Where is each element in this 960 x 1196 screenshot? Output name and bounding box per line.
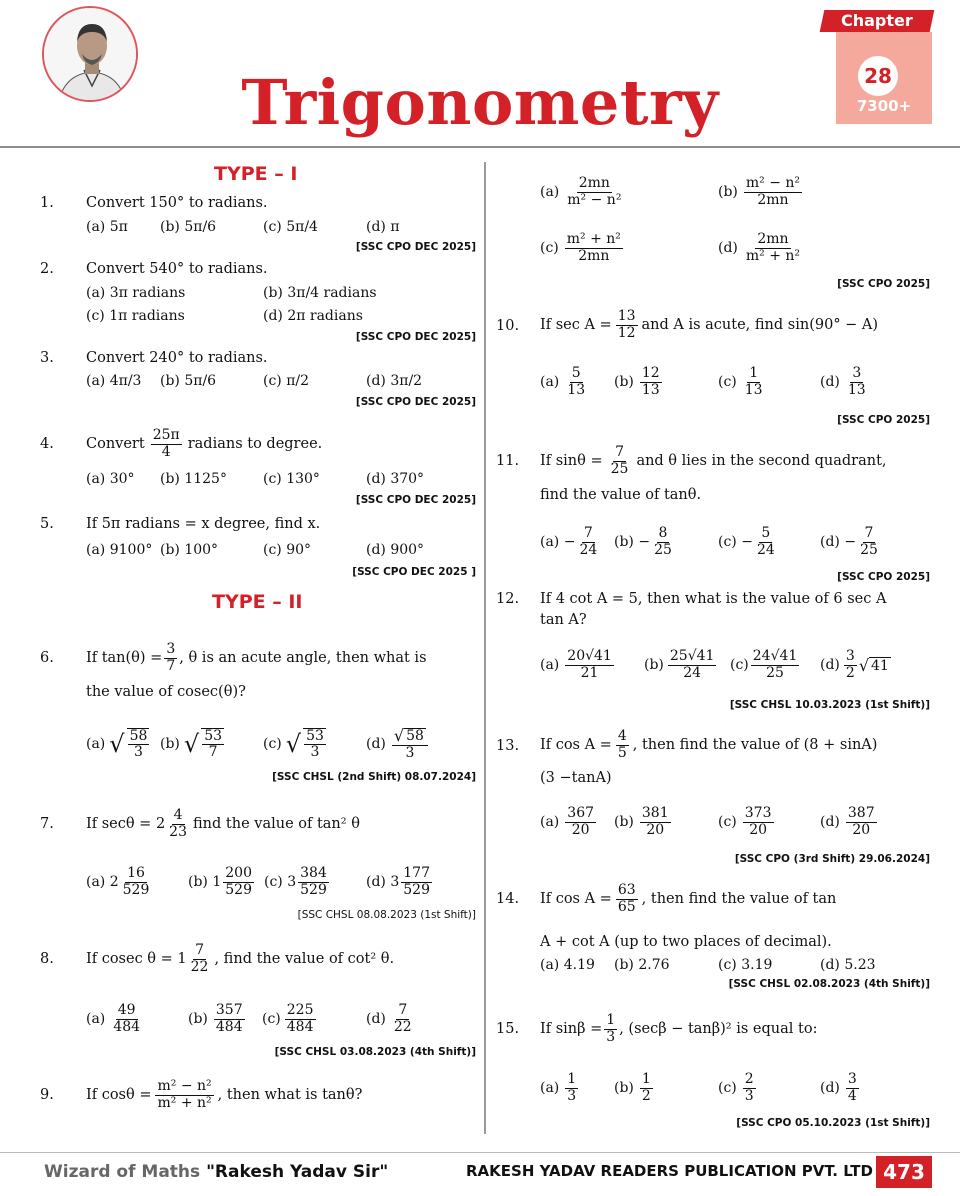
option-d: (d) − $\frac{7}{25}$ (820, 525, 878, 558)
footer-publisher: RAKESH YADAV READERS PUBLICATION PVT. LTD (466, 1162, 873, 1180)
option-c: (c) 90° (263, 542, 312, 558)
option-b: (b) 2.76 (614, 957, 670, 973)
exam-source: [SSC CPO DEC 2025 ] (352, 566, 476, 578)
option-a: (a) $\frac{49}{484}$ (86, 1002, 141, 1035)
option-c: (c) − $\frac{5}{24}$ (718, 525, 775, 558)
exam-source: [SSC CPO DEC 2025] (355, 396, 476, 408)
option-b: (b) 3π/4 radians (263, 285, 377, 301)
option-a: (a) $\frac{2mn}{\text{m² − n²}}$ (540, 175, 622, 208)
option-d: (d) $\frac{7}{22}$ (366, 1002, 412, 1035)
option-c: (c) 3 $\frac{384}{529}$ (264, 865, 327, 898)
section-heading-type-1: TYPE – I (214, 163, 298, 185)
option-d: (d) √ 58 3 (366, 722, 430, 766)
option-b: (b) √ $\frac{53}{7}$ (160, 727, 223, 760)
option-b: (b) $\frac{1}{2}$ (614, 1071, 651, 1104)
option-b: (b) $\frac{25√41}{24}$ (644, 648, 715, 681)
section-heading-type-2: TYPE – II (212, 591, 303, 613)
exam-source: [SSC CHSL 08.08.2023 (1st Shift)] (297, 909, 476, 921)
option-a: (a) 2 $\frac{16}{529}$ (86, 865, 150, 898)
chapter-label-tab: Chapter (820, 10, 935, 32)
option-d: (d) $\frac{387}{20}$ (820, 805, 875, 838)
option-d: (d) 370° (366, 471, 425, 487)
option-a: (a) 9100° (86, 542, 153, 558)
exam-source: [SSC CPO DEC 2025] (355, 494, 476, 506)
option-c: (c) 130° (263, 471, 320, 487)
option-b: (b) $\frac{12}{13}$ (614, 365, 660, 398)
option-d: (d) 2π radians (263, 308, 363, 324)
option-a: (a) $\frac{5}{13}$ (540, 365, 586, 398)
option-a: (a) 4π/3 (86, 373, 142, 389)
option-a: (a) $\frac{367}{20}$ (540, 805, 595, 838)
option-b: (b) 5π/6 (160, 373, 217, 389)
exam-source: [SSC CPO DEC 2025] (355, 331, 476, 343)
option-b: (b) 5π/6 (160, 219, 217, 235)
page-title: Trigonometry (241, 66, 719, 139)
option-d: (d) $\frac{2mn}{\text{m² + n²}}$ (718, 231, 801, 264)
exam-source: [SSC CHSL 02.08.2023 (4th Shift)] (728, 978, 930, 990)
option-c: (c) π/2 (263, 373, 310, 389)
option-a: (a) $\frac{1}{3}$ (540, 1071, 577, 1104)
option-c: (c) $\frac{\text{m² + n²}}{2mn}$ (540, 231, 621, 264)
option-b: (b) − $\frac{8}{25}$ (614, 525, 672, 558)
option-b: (b) 1125° (160, 471, 227, 487)
option-c: (c) 5π/4 (263, 219, 318, 235)
exam-source: [SSC CHSL (2nd Shift) 08.07.2024] (272, 771, 476, 783)
option-d: (d) $\frac{3}{4}$ (820, 1071, 857, 1104)
exam-source: [SSC CPO 05.10.2023 (1st Shift)] (736, 1117, 930, 1129)
option-a: (a) 4.19 (540, 957, 595, 973)
question-count: 7300+ (856, 97, 912, 115)
option-d: (d) $\frac{3}{2}$ √ 41 (820, 648, 889, 681)
option-c: (c) $\frac{2}{3}$ (718, 1071, 754, 1104)
exam-source: [SSC CPO 2025] (837, 278, 930, 290)
option-c: (c) $\frac{1}{13}$ (718, 365, 763, 398)
option-d: (d) 900° (366, 542, 425, 558)
option-c: (c) $\frac{373}{20}$ (718, 805, 772, 838)
option-d: (d) π (366, 219, 400, 235)
option-c: (c) √ $\frac{53}{3}$ (263, 727, 324, 760)
exam-source: [SSC CPO 2025] (837, 414, 930, 426)
column-divider (484, 162, 486, 1134)
exam-source: [SSC CPO DEC 2025] (355, 241, 476, 253)
option-d: (d) 5.23 (820, 957, 876, 973)
option-d: (d) 3 $\frac{177}{529}$ (366, 865, 430, 898)
exam-source: [SSC CPO 2025] (837, 571, 930, 583)
option-a: (a) 30° (86, 471, 135, 487)
option-a: (a) √ $\frac{58}{3}$ (86, 727, 148, 760)
option-b: (b) $\frac{381}{20}$ (614, 805, 669, 838)
footer-author: Wizard of Maths "Rakesh Yadav Sir" (44, 1162, 389, 1182)
option-a: (a) 3π radians (86, 285, 186, 301)
option-c: (c) $\frac{24√41}{25}$ (730, 648, 798, 681)
option-d: (d) $\frac{3}{13}$ (820, 365, 866, 398)
option-b: (b) $\frac{\text{m² − n²}}{2mn}$ (718, 175, 801, 208)
option-b: (b) 100° (160, 542, 219, 558)
option-c: (c) 1π radians (86, 308, 185, 324)
exam-source: [SSC CPO (3rd Shift) 29.06.2024] (734, 853, 930, 865)
option-a: (a) $\frac{20√41}{21}$ (540, 648, 612, 681)
option-a: (a) − $\frac{7}{24}$ (540, 525, 598, 558)
exam-source: [SSC CHSL 03.08.2023 (4th Shift)] (274, 1046, 476, 1058)
option-b: (b) 1 $\frac{200}{529}$ (188, 865, 252, 898)
title-divider (0, 146, 960, 148)
page-number: 473 (876, 1156, 932, 1188)
chapter-number: 28 (858, 56, 898, 96)
option-c: (c) $\frac{225}{484}$ (262, 1002, 314, 1035)
option-a: (a) 5π (86, 219, 128, 235)
footer-divider (0, 1152, 960, 1153)
option-b: (b) $\frac{357}{484}$ (188, 1002, 243, 1035)
option-d: (d) 3π/2 (366, 373, 423, 389)
option-c: (c) 3.19 (718, 957, 773, 973)
exam-source: [SSC CHSL 10.03.2023 (1st Shift)] (729, 699, 930, 711)
